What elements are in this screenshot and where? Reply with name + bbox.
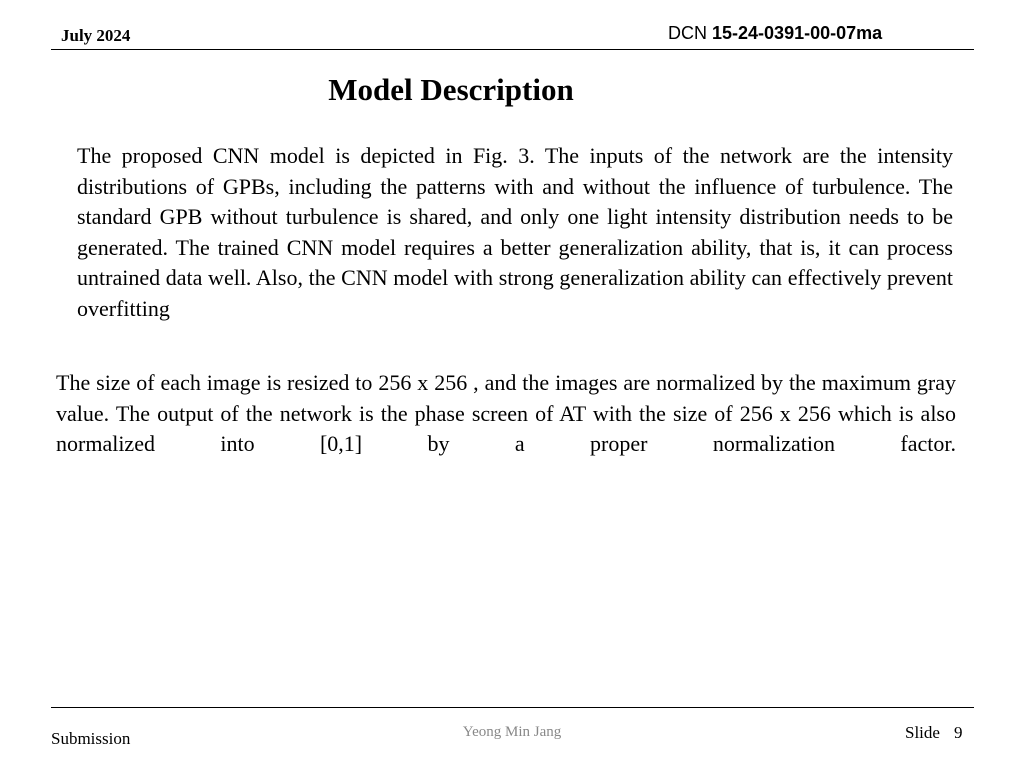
footer-submission: Submission [51, 729, 131, 748]
body-paragraph-1: The proposed CNN model is depicted in Fig. 3. The inputs of the network are the intensity distributions of GPBs, including the patterns with and without the influence of turbulence. The standard GPB without turbulence is shared, and only one light intensity distribution needs to be generated. The trained CNN model requires a better generalization ability, that is, it can process untrained data well. Also, the CNN model with strong generalization ability can effectively prevent overfitting [77, 143, 953, 321]
dcn-prefix: DCN [668, 23, 707, 43]
slide-number: 9 [953, 723, 963, 742]
header-date: July 2024 [61, 26, 131, 45]
header-divider [51, 49, 974, 50]
footer-slide-number [905, 723, 962, 743]
footer-divider [51, 707, 974, 708]
dcn-number: 15-24-0391-00-07ma [712, 23, 883, 43]
body-paragraph-2: The size of each image is resized to 256 x 256 , and the images are normalized by the maximum gray value. The output of the network is the phase screen of AT with the size of 256 x 256 which is also normalized into [0,1] by a proper normalization factor. [56, 370, 956, 457]
slide-title: Model Description [328, 72, 574, 107]
footer-author: Yeong Min Jang [462, 724, 562, 740]
document-control-number [668, 23, 882, 44]
slide-label: Slide [905, 723, 940, 742]
